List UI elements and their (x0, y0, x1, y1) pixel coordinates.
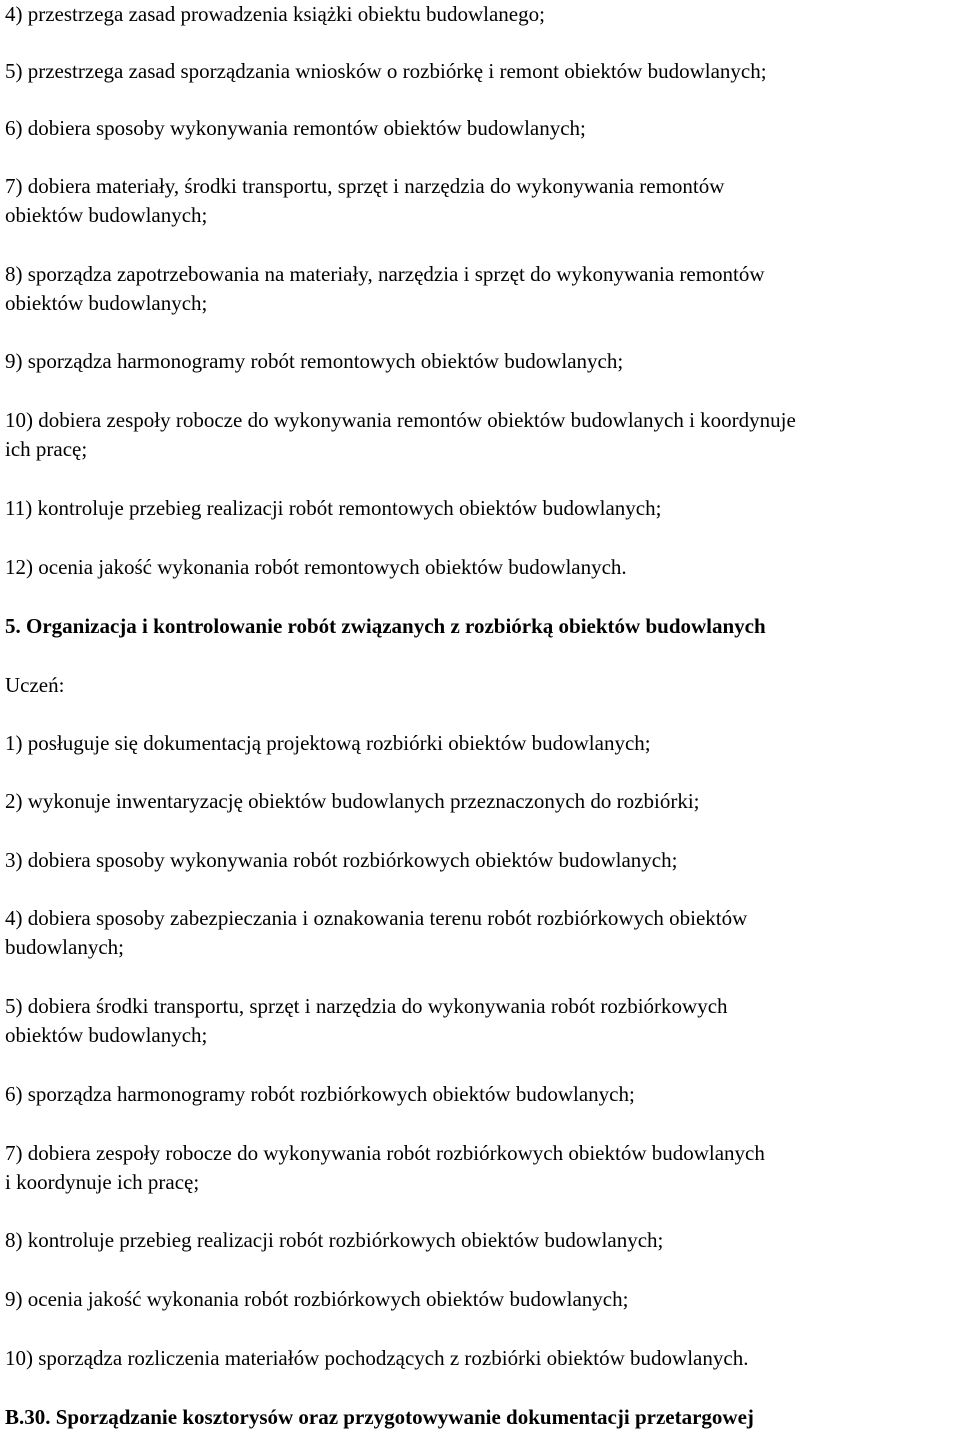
list-item: 10) sporządza rozliczenia materiałów pochodzących z rozbiórki obiektów budowlanych. (5, 1346, 749, 1370)
list-item: 9) sporządza harmonogramy robót remontowych obiektów budowlanych; (5, 349, 624, 373)
list-item: 6) sporządza harmonogramy robót rozbiórkowych obiektów budowlanych; (5, 1082, 635, 1106)
list-item: i koordynuje ich pracę; (5, 1170, 200, 1194)
list-item: 3) dobiera sposoby wykonywania robót rozbiórkowych obiektów budowlanych; (5, 848, 678, 872)
list-item: 5) dobiera środki transportu, sprzęt i narzędzia do wykonywania robót rozbiórkowych (5, 994, 728, 1018)
section-heading: 5. Organizacja i kontrolowanie robót związanych z rozbiórką obiektów budowlanych (5, 614, 766, 638)
list-item: 2) wykonuje inwentaryzację obiektów budowlanych przeznaczonych do rozbiórki; (5, 789, 700, 813)
section-intro: Uczeń: (5, 673, 65, 697)
list-item: ich pracę; (5, 437, 88, 461)
list-item: obiektów budowlanych; (5, 1023, 208, 1047)
list-item: 7) dobiera materiały, środki transportu, sprzęt i narzędzia do wykonywania remontów (5, 174, 725, 198)
next-section-heading: B.30. Sporządzanie kosztorysów oraz przygotowywanie dokumentacji przetargowej (5, 1405, 754, 1429)
list-item: budowlanych; (5, 935, 124, 959)
list-item: 12) ocenia jakość wykonania robót remontowych obiektów budowlanych. (5, 555, 627, 579)
list-item: 11) kontroluje przebieg realizacji robót remontowych obiektów budowlanych; (5, 496, 662, 520)
list-item: obiektów budowlanych; (5, 203, 208, 227)
list-item: 9) ocenia jakość wykonania robót rozbiórkowych obiektów budowlanych; (5, 1287, 629, 1311)
list-item: 6) dobiera sposoby wykonywania remontów obiektów budowlanych; (5, 116, 586, 140)
list-item: 7) dobiera zespoły robocze do wykonywania robót rozbiórkowych obiektów budowlanych (5, 1141, 765, 1165)
list-item: 8) sporządza zapotrzebowania na materiały, narzędzia i sprzęt do wykonywania remontów (5, 262, 765, 286)
list-item: 4) przestrzega zasad prowadzenia książki obiektu budowlanego; (5, 2, 545, 26)
list-item: 1) posługuje się dokumentacją projektową rozbiórki obiektów budowlanych; (5, 731, 651, 755)
list-item: 10) dobiera zespoły robocze do wykonywania remontów obiektów budowlanych i koordynuje (5, 408, 796, 432)
list-item: 8) kontroluje przebieg realizacji robót rozbiórkowych obiektów budowlanych; (5, 1228, 664, 1252)
list-item: obiektów budowlanych; (5, 291, 208, 315)
list-item: 5) przestrzega zasad sporządzania wniosków o rozbiórkę i remont obiektów budowlanych; (5, 59, 767, 83)
list-item: 4) dobiera sposoby zabezpieczania i oznakowania terenu robót rozbiórkowych obiektów (5, 906, 748, 930)
